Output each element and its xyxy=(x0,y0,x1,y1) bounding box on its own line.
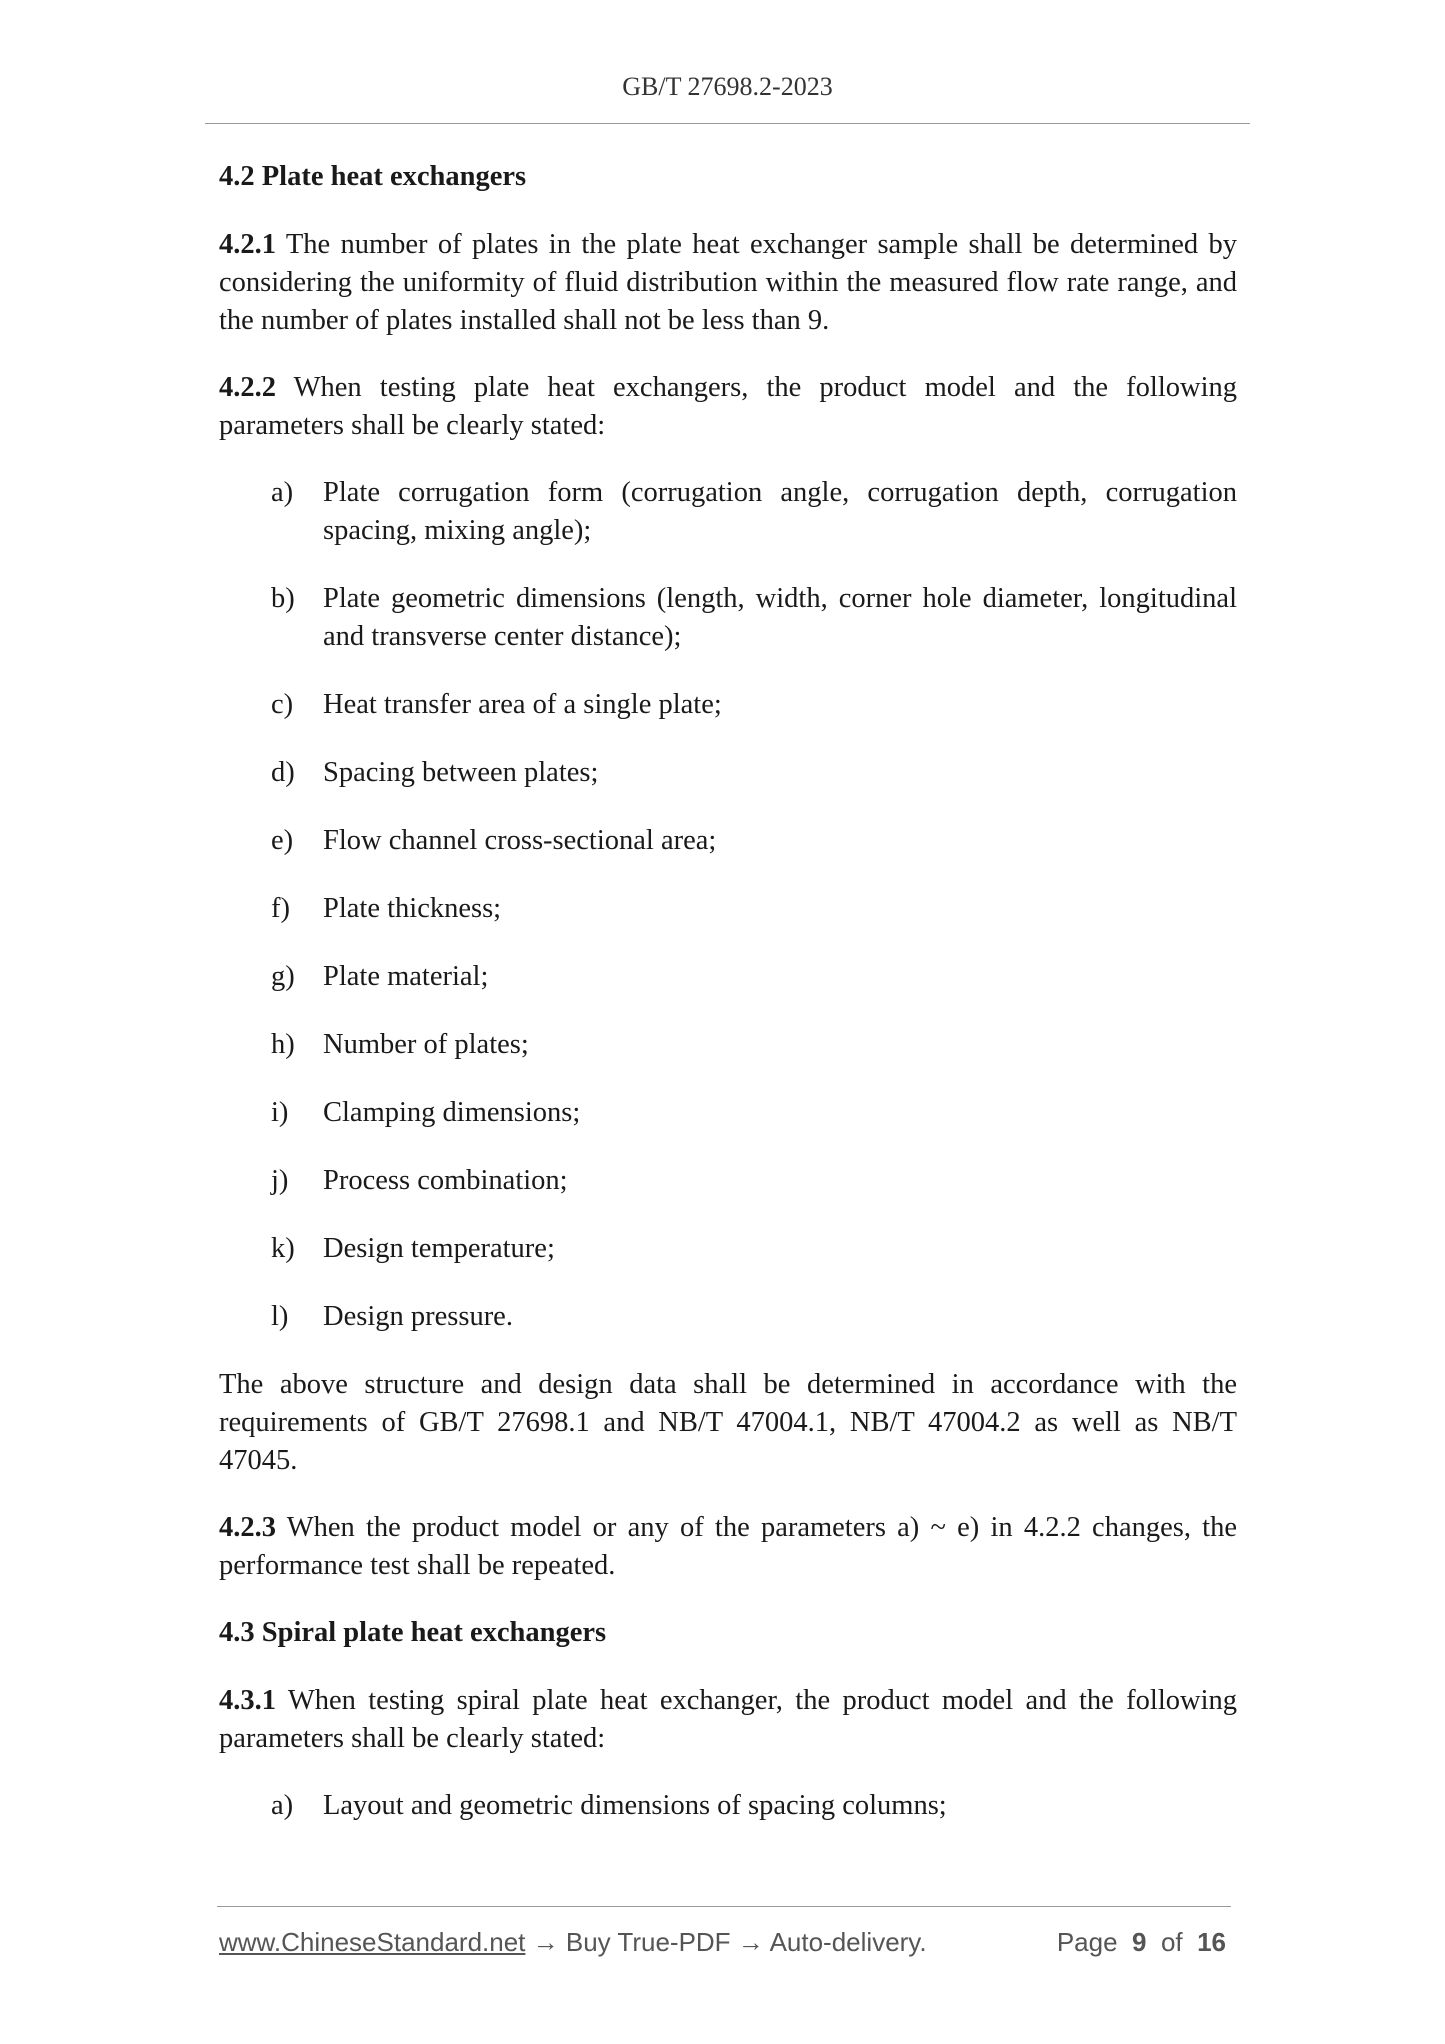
clause-4-2-1 xyxy=(219,226,1237,340)
clause-4-2-2-text: When testing plate heat exchangers, the product model and the following parameters shall be clearly stated: xyxy=(219,372,1237,441)
list-item-label: l) xyxy=(271,1301,289,1332)
list-item-label: d) xyxy=(271,757,295,788)
list-item xyxy=(219,474,1237,550)
list-item xyxy=(219,580,1237,656)
footer-tagline: → Buy True-PDF → Auto-delivery. xyxy=(525,1927,927,1957)
list-item-label: h) xyxy=(271,1029,295,1060)
list-item-label: b) xyxy=(271,583,295,614)
list-item-label: c) xyxy=(271,689,294,720)
header-divider xyxy=(205,123,1250,124)
clause-4-2-1-text: The number of plates in the plate heat exchanger sample shall be determined by considering the uniformity of fluid distribution within the measured flow rate range, and the number of plates installed shall not be less than 9. xyxy=(219,229,1237,336)
list-item xyxy=(219,1787,1237,1825)
list-item-text: Plate material; xyxy=(323,961,489,992)
section-4-2-heading: 4.2 Plate heat exchangers xyxy=(219,161,527,192)
page-total: 16 xyxy=(1197,1927,1226,1957)
list-item xyxy=(219,686,1237,724)
page-indicator xyxy=(1057,1927,1226,1958)
clause-4-3-1-text: When testing spiral plate heat exchanger, the product model and the following parameters shall be clearly stated: xyxy=(219,1685,1237,1754)
list-item-label: a) xyxy=(271,477,294,508)
list-item-label: g) xyxy=(271,961,295,992)
list-item-text: Design temperature; xyxy=(323,1233,555,1264)
list-item-text: Clamping dimensions; xyxy=(323,1097,581,1128)
list-item xyxy=(219,1094,1237,1132)
list-item-text: Layout and geometric dimensions of spacing columns; xyxy=(323,1790,947,1821)
list-item-text: Design pressure. xyxy=(323,1301,513,1332)
list-item-text: Flow channel cross-sectional area; xyxy=(323,825,717,856)
clause-4-2-3-text: When the product model or any of the parameters a) ~ e) in 4.2.2 changes, the performance test shall be repeated. xyxy=(219,1512,1237,1581)
list-item-label: e) xyxy=(271,825,294,856)
list-item xyxy=(219,1298,1237,1336)
page-number: 9 xyxy=(1132,1927,1147,1957)
list-item xyxy=(219,1162,1237,1200)
list-item xyxy=(219,754,1237,792)
list-item-text: Process combination; xyxy=(323,1165,568,1196)
list-item-label: i) xyxy=(271,1097,289,1128)
list-item xyxy=(219,822,1237,860)
footer-promo xyxy=(219,1927,927,1958)
site-link[interactable]: www.ChineseStandard.net xyxy=(219,1927,526,1957)
clause-4-2-3 xyxy=(219,1509,1237,1585)
list-item-text: Heat transfer area of a single plate; xyxy=(323,689,722,720)
clause-4-3-1-number: 4.3.1 xyxy=(219,1685,276,1716)
list-item xyxy=(219,1026,1237,1064)
list-item-label: f) xyxy=(271,893,290,924)
list-item xyxy=(219,890,1237,928)
clause-4-3-1 xyxy=(219,1682,1237,1758)
page-word: Page xyxy=(1056,1927,1118,1957)
list-item-text: Spacing between plates; xyxy=(323,757,599,788)
document-id-header: GB/T 27698.2-2023 xyxy=(622,72,833,101)
of-word: of xyxy=(1160,1927,1183,1957)
plate-parameter-list xyxy=(219,474,1237,1336)
list-item-label: j) xyxy=(271,1165,289,1196)
list-item-label: k) xyxy=(271,1233,295,1264)
clause-4-2-1-number: 4.2.1 xyxy=(219,229,276,260)
list-item-label: a) xyxy=(271,1790,294,1821)
page-content xyxy=(219,158,1237,1855)
list-item-text: Number of plates; xyxy=(323,1029,529,1060)
list-item xyxy=(219,1230,1237,1268)
clause-4-2-2-number: 4.2.2 xyxy=(219,372,276,403)
clause-4-2-3-number: 4.2.3 xyxy=(219,1512,276,1543)
list-item xyxy=(219,958,1237,996)
list-item-text: Plate corrugation form (corrugation angle, corrugation depth, corrugation spacing, mixing angle); xyxy=(323,477,1237,546)
list-item-text: Plate geometric dimensions (length, width, corner hole diameter, longitudinal and transverse center distance); xyxy=(323,583,1237,652)
spiral-parameter-list xyxy=(219,1787,1237,1825)
page-footer xyxy=(219,1927,1231,1963)
section-4-3-heading: 4.3 Spiral plate heat exchangers xyxy=(219,1617,607,1648)
clause-4-2-2 xyxy=(219,369,1237,445)
footer-divider xyxy=(217,1906,1231,1907)
list-item-text: Plate thickness; xyxy=(323,893,502,924)
design-data-paragraph: The above structure and design data shall be determined in accordance with the requirements of GB/T 27698.1 and NB/T 47004.1, NB/T 47004.2 as well as NB/T 47045. xyxy=(219,1369,1237,1476)
